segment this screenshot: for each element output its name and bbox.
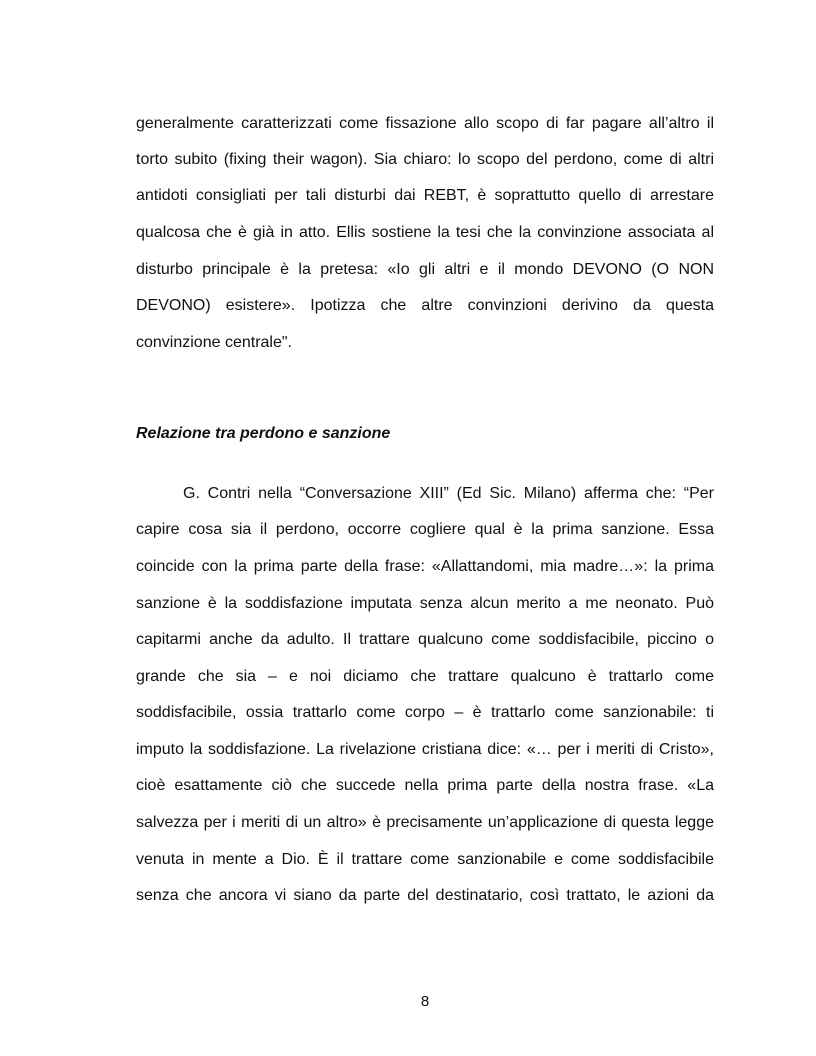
page-number: 8: [420, 993, 430, 1010]
paragraph-line: cioè esattamente ciò che succede nella prima parte della nostra frase. «La: [136, 777, 714, 794]
paragraph-line: convinzione centrale".: [136, 334, 292, 351]
section-heading: Relazione tra perdono e sanzione: [136, 425, 391, 442]
paragraph-line: soddisfacibile, ossia trattarlo come corpo – è trattarlo come sanzionabile: ti: [136, 704, 714, 721]
paragraph-line: grande che sia – e noi diciamo che trattare qualcuno è trattarlo come: [136, 668, 714, 685]
paragraph-line: torto subito (fixing their wagon). Sia chiaro: lo scopo del perdono, come di altri: [136, 151, 714, 168]
paragraph-line: DEVONO) esistere». Ipotizza che altre convinzioni derivino da questa: [136, 297, 714, 314]
paragraph-line: disturbo principale è la pretesa: «Io gli altri e il mondo DEVONO (O NON: [136, 261, 714, 278]
paragraph-line: capitarmi anche da adulto. Il trattare qualcuno come soddisfacibile, piccino o: [136, 631, 714, 648]
paragraph-line: imputo la soddisfazione. La rivelazione cristiana dice: «… per i meriti di Cristo»,: [136, 741, 714, 758]
paragraph-line: sanzione è la soddisfazione imputata senza alcun merito a me neonato. Può: [136, 595, 714, 612]
paragraph-line: venuta in mente a Dio. È il trattare come sanzionabile e come soddisfacibile: [136, 851, 714, 868]
paragraph-line: generalmente caratterizzati come fissazione allo scopo di far pagare all’altro il: [136, 115, 714, 132]
paragraph-line: qualcosa che è già in atto. Ellis sostiene la tesi che la convinzione associata al: [136, 224, 714, 241]
paragraph-line: antidoti consigliati per tali disturbi dai REBT, è soprattutto quello di arrestare: [136, 187, 714, 204]
paragraph-line: G. Contri nella “Conversazione XIII” (Ed Sic. Milano) afferma che: “Per: [183, 485, 714, 502]
paragraph-line: senza che ancora vi siano da parte del destinatario, così trattato, le azioni da: [136, 887, 714, 904]
paragraph-line: coincide con la prima parte della frase: «Allattandomi, mia madre…»: la prima: [136, 558, 714, 575]
paragraph-line: salvezza per i meriti di un altro» è precisamente un’applicazione di questa legge: [136, 814, 714, 831]
paragraph-line: capire cosa sia il perdono, occorre cogliere qual è la prima sanzione. Essa: [136, 521, 714, 538]
